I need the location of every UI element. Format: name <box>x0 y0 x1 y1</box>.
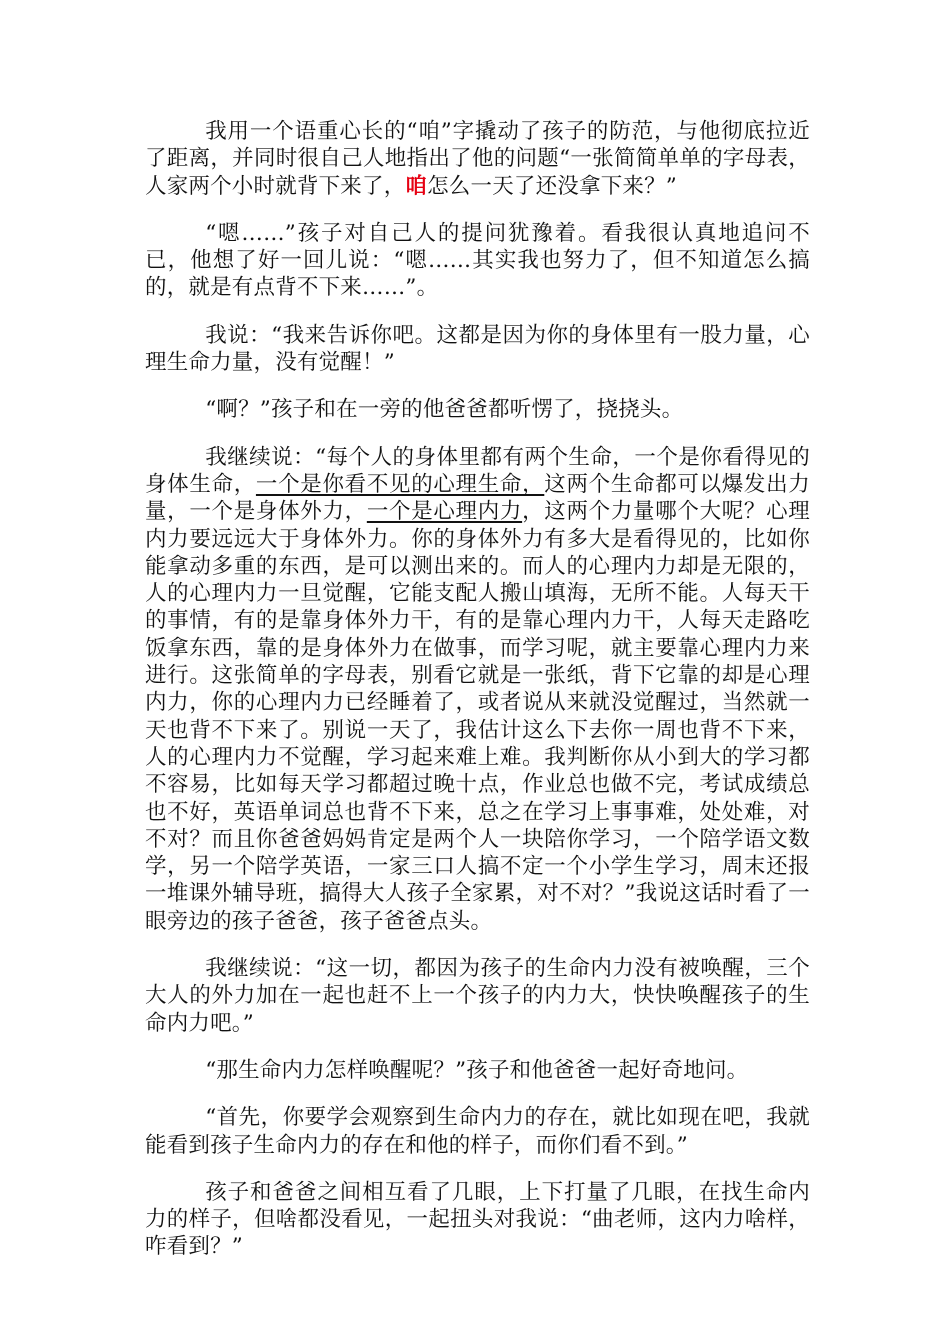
text-segment: 这两个生命都可以爆发出力量，一个是身体外力， <box>145 471 810 525</box>
text-segment: 怎么一天了还没拿下来？” <box>427 173 678 199</box>
paragraph-8 <box>145 1104 810 1159</box>
paragraph-6 <box>145 955 810 1037</box>
paragraph-7 <box>145 1057 810 1084</box>
highlighted-word: 咱 <box>405 173 428 199</box>
paragraph-3 <box>145 322 810 377</box>
paragraph-1 <box>145 118 810 200</box>
document-page <box>145 118 810 1281</box>
text-segment: “首先，你要学会观察到生命内力的存在，就比如现在吧，我就能看到孩子生命内力的存在和他的样子，而你们看不到。” <box>145 1105 810 1158</box>
text-segment: 孩子和爸爸之间相互看了几眼，上下打量了几眼，在找生命内力的样子，但啥都没看见，一起扭头对我说：“曲老师，这内力啥样，咋看到？” <box>145 1179 810 1260</box>
underlined-phrase: 一个是你看不见的心理生命， <box>255 471 545 497</box>
text-segment: 我继续说：“每个人的身体里都有两个生命，一个是你看得见的身体生命， <box>145 444 810 497</box>
text-segment: 我说：“我来告诉你吧。这都是因为你的身体里有一股力量，心理生命力量，没有觉醒！” <box>145 322 810 376</box>
text-segment: 我用一个语重心长的“咱”字撬动了孩子的防范，与他彻底拉近了距离，并同时很自己人地指出了他的问题“一张简简单单的字母表，人家两个小时就背下来了， <box>145 119 810 199</box>
text-segment: “嗯……”孩子对自己人的提问犹豫着。看我很认真地追问不已，他想了好一回儿说：“嗯……其实我也努力了，但不知道怎么搞的，就是有点背不下来……”。 <box>145 220 810 301</box>
paragraph-2 <box>145 220 810 302</box>
text-segment: “啊？”孩子和在一旁的他爸爸都听愣了，挠挠头。 <box>205 397 684 423</box>
paragraph-9 <box>145 1179 810 1261</box>
paragraph-5 <box>145 444 810 935</box>
underlined-phrase: 一个是心理内力 <box>366 499 523 525</box>
text-segment: 我继续说：“这一切，都因为孩子的生命内力没有被唤醒，三个大人的外力加在一起也赶不上一个孩子的内力大，快快唤醒孩子的生命内力吧。” <box>145 956 810 1036</box>
paragraph-4 <box>145 396 810 423</box>
text-segment: “那生命内力怎样唤醒呢？”孩子和他爸爸一起好奇地问。 <box>205 1057 749 1083</box>
text-segment: ，这两个力量哪个大呢？心理内力要远远大于身体外力。你的身体外力有多大是看得见的，比如你能拿动多重的东西，是可以测出来的。而人的心理内力却是无限的，人的心理内力一旦觉醒，它能支配人搬山填海，无所不能。人每天干的事情，有的是靠身体外力干，有的是靠心理内力干，人每天走路吃饭拿东西，靠的是身体外力在做事，而学习呢，就主要靠心理内力来进行。这张简单的字母表，别看它就是一张纸，背下它靠的却是心理内力，你的心理内力已经睡着了，或者说从来就没觉醒过，当然就一天也背不下来了。别说一天了，我估计这么下去你一周也背不下来，人的心理内力不觉醒，学习起来难上难。我判断你从小到大的学习都不容易，比如每天学习都超过晚十点，作业总也做不完，考试成绩总也不好，英语单词总也背不下来，总之在学习上事事难，处处难，对不对？而且你爸爸妈妈肯定是两个人一块陪你学习，一个陪学语文数学，另一个陪学英语，一家三口人搞不定一个小学生学习，周末还报一堆课外辅导班，搞得大人孩子全家累，对不对？”我说这话时看了一眼旁边的孩子爸爸，孩子爸爸点头。 <box>145 499 810 934</box>
